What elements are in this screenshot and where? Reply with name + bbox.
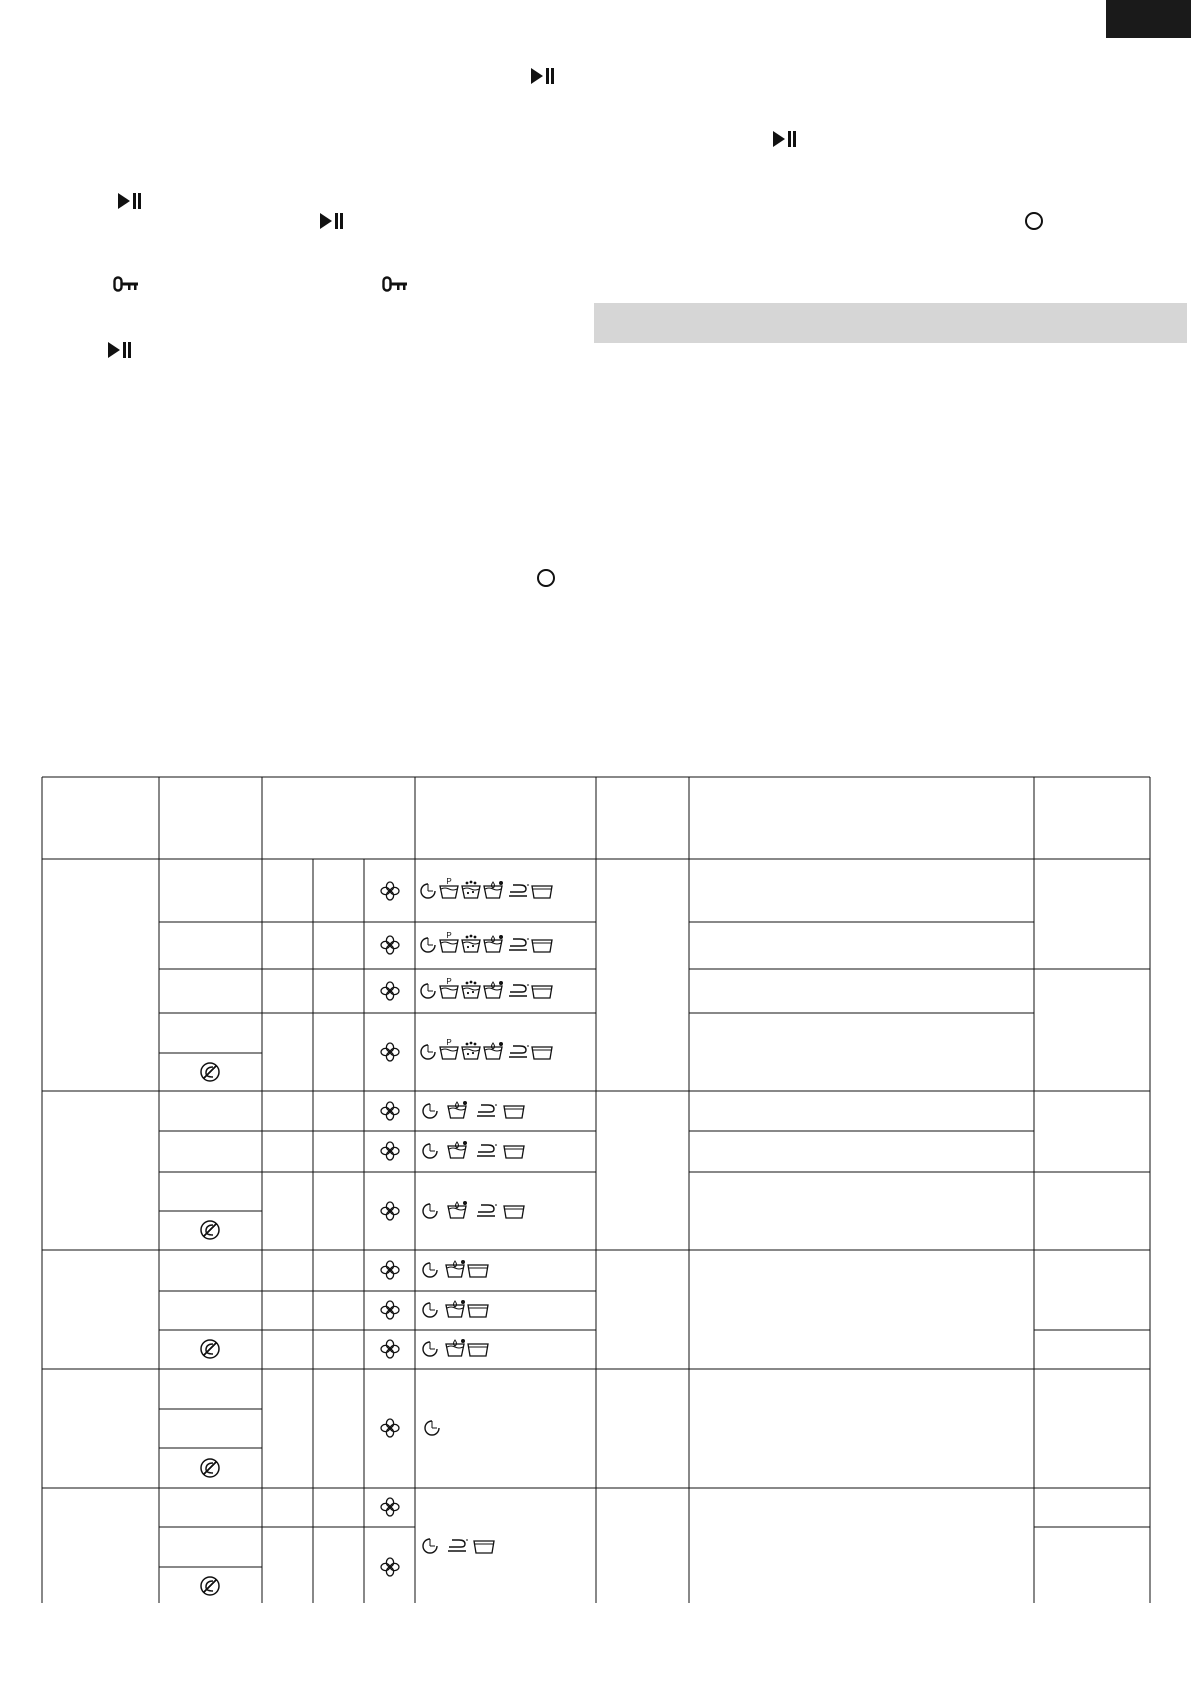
no-flash-icon: [201, 1063, 219, 1595]
program-steps-icons: [421, 877, 552, 1553]
fan-icon: [381, 882, 399, 1576]
